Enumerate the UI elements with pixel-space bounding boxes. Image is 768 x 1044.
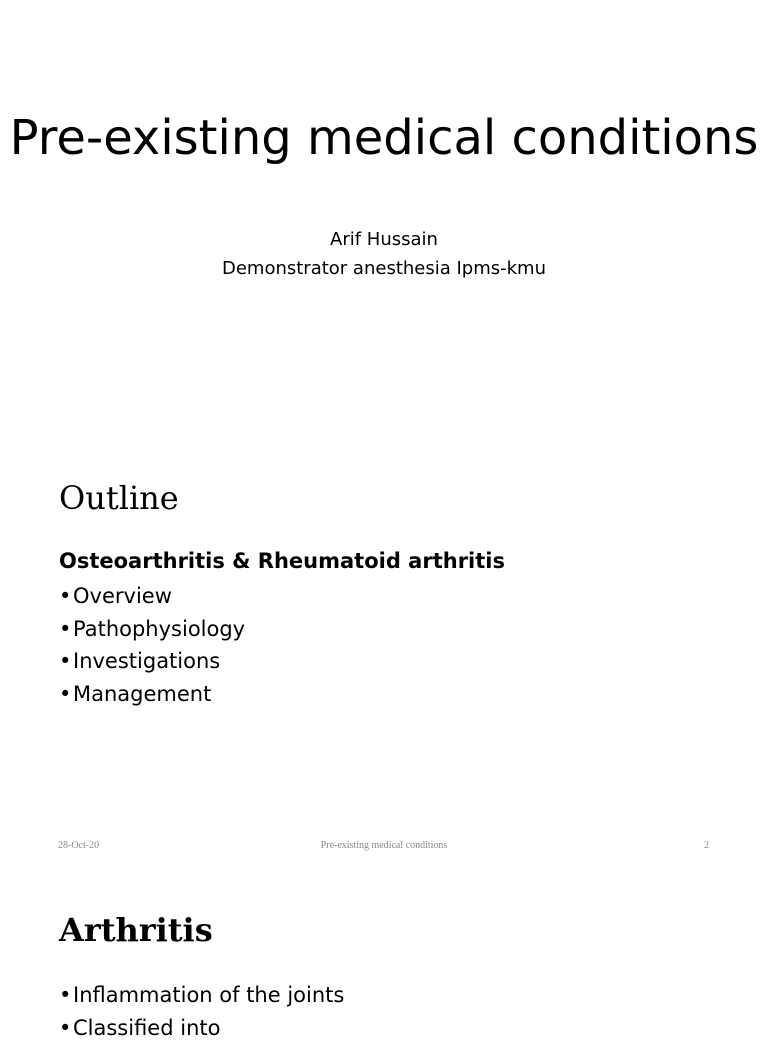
author-role: Demonstrator anesthesia Ipms-kmu <box>0 258 768 280</box>
list-item-text: Overview <box>73 584 172 608</box>
slide-heading: Outline <box>59 478 179 518</box>
list-item <box>59 580 719 613</box>
list-item <box>59 1012 719 1044</box>
bullet-icon: • <box>59 580 73 613</box>
outline-slide <box>0 440 768 880</box>
footer-title: Pre-existing medical conditions <box>0 840 768 851</box>
slide-heading: Arthritis <box>59 910 213 950</box>
bullet-icon: • <box>59 1012 73 1044</box>
bullet-icon: • <box>59 613 73 646</box>
slide-body <box>59 979 719 1044</box>
title-slide <box>0 0 768 440</box>
list-item-text: Management <box>73 682 211 706</box>
list-item <box>59 645 719 678</box>
arthritis-slide <box>0 880 768 1024</box>
list-item <box>59 678 719 711</box>
footer-date: 28-Oct-20 <box>58 840 99 851</box>
list-item <box>59 613 719 646</box>
presentation-title: Pre-existing medical conditions <box>0 112 768 165</box>
bullet-list <box>59 979 719 1044</box>
topic-lead: Osteoarthritis & Rheumatoid arthritis <box>59 548 719 574</box>
bullet-icon: • <box>59 645 73 678</box>
list-item <box>59 979 719 1012</box>
footer-page-number: 2 <box>704 840 709 851</box>
list-item-text: Inflammation of the joints <box>73 983 344 1007</box>
list-item-text: Investigations <box>73 649 220 673</box>
list-item-text: Pathophysiology <box>73 617 245 641</box>
bullet-icon: • <box>59 678 73 711</box>
list-item-text: Classified into <box>73 1016 220 1040</box>
bullet-list <box>59 580 719 710</box>
bullet-icon: • <box>59 979 73 1012</box>
slide-body <box>59 548 719 710</box>
author-name: Arif Hussain <box>0 229 768 251</box>
